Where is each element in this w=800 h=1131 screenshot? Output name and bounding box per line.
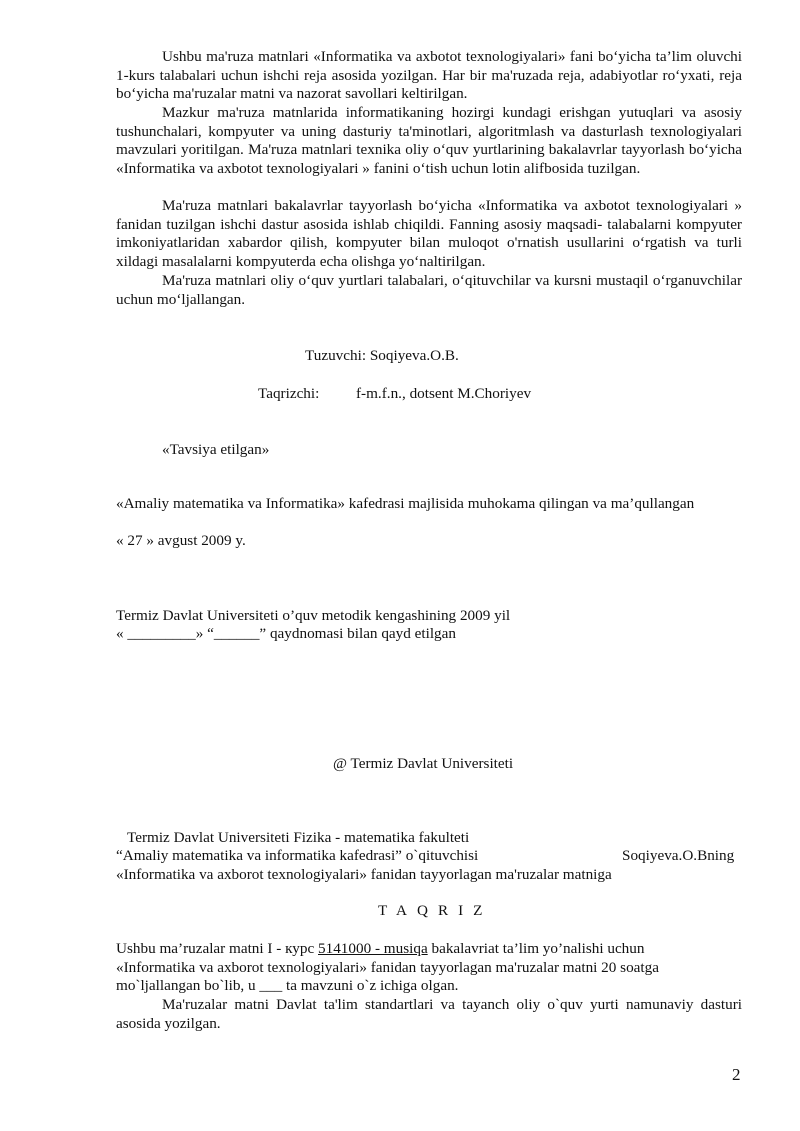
review-author: Soqiyeva.O.Bning [622,847,735,864]
reviewer-name: f-m.f.n., dotsent M.Choriyev [356,385,532,402]
review-line-1-start: Ushbu ma’ruzalar matni I - курс [116,940,318,957]
intro-paragraph-4: Ma'ruza matnlari oliy o‘quv yurtlari talabalari, o‘qituvchilar va kursni mustaqil o‘rganuvchilar uchun mo‘ljallangan. [116,272,742,308]
review-department-teacher: “Amaliy matematika va informatika kafedrasi” o`qituvchisi [116,847,479,864]
review-line-1-end: bakalavriat ta’lim yo’nalishi uchun [427,940,645,957]
copyright-line: @ Termiz Davlat Universiteti [333,755,514,772]
review-line-3: mo`ljallangan bo`lib, u ___ ta mavzuni o`z ichiga olgan. [116,977,459,994]
recommended-label: «Tavsiya etilgan» [162,441,270,458]
compiler-credit: Tuzuvchi: Soqiyeva.O.B. [305,347,459,364]
intro-paragraph-1: Ushbu ma'ruza matnlari «Informatika va axbotot texnologiyalari» fani bo‘yicha ta’lim oluvchi 1-kurs talabalari uchun ishchi reja asosida yozilgan. Har bir ma'ruzada reja, adabiyotlar ro‘yxati, reja bo‘yicha ma'ruzalar matni va nazorat savollari keltirilgan. [116,48,742,103]
review-line-2: «Informatika va axborot texnologiyalari» fanidan tayyorlagan ma'ruzalar matni 20 soatga [116,959,659,976]
page-number: 2 [732,1065,741,1084]
council-line: Termiz Davlat Universiteti o’quv metodik kengashining 2009 yil [116,607,511,624]
intro-paragraph-2: Mazkur ma'ruza matnlarida informatikaning hozirgi kundagi erishgan yutuqlari va asosiy tushunchalari, kompyuter va uning dasturiy ta'minotlari, algoritmlash va dasturlash texnologiyalari mavzulari yoritilgan. Ma'ruza matnlari texnika oliy o‘quv yurtlarining bakalavrlar tayyorlash bo‘yicha «Informatika va axbotot texnologiyalari » fanini o‘tish uchun lotin alifbosida tuzilgan. [116,104,742,177]
review-heading: TAQRIZ [378,902,493,919]
department-approval: «Amaliy matematika va Informatika» kafedrasi majlisida muhokama qilingan va ma’qullangan [116,495,695,512]
intro-paragraph-3: Ma'ruza matnlari bakalavrlar tayyorlash bo‘yicha «Informatika va axbotot texnologiyalari » fanidan tuzilgan ishchi dastur asosida ishlab chiqildi. Fanning asosiy maqsadi- talabalarni kompyuter imkoniyatlaridan xabardor qilish, kompyuter bilan muloqot o'rnatish usullarini o‘rgatish va turli xildagi masalalarni kompyuterda echa olishga yo‘naltirilgan. [116,197,742,270]
review-line-1 [116,940,644,959]
approval-date: « 27 » avgust 2009 y. [116,532,246,549]
reviewer-label: Taqrizchi: [258,385,320,402]
record-line: « _________» “______” qaydnomasi bilan qayd etilgan [116,625,456,642]
review-last-paragraph: Ma'ruzalar matni Davlat ta'lim standartlari va tayanch oliy o`quv yurti namunaviy dasturi asosida yozilgan. [116,996,742,1032]
review-faculty: Termiz Davlat Universiteti Fizika - matematika fakulteti [127,829,470,846]
review-subject: «Informatika va axborot texnologiyalari» fanidan tayyorlagan ma'ruzalar matniga [116,866,612,883]
program-code: 5141000 - musiqa [318,940,428,957]
